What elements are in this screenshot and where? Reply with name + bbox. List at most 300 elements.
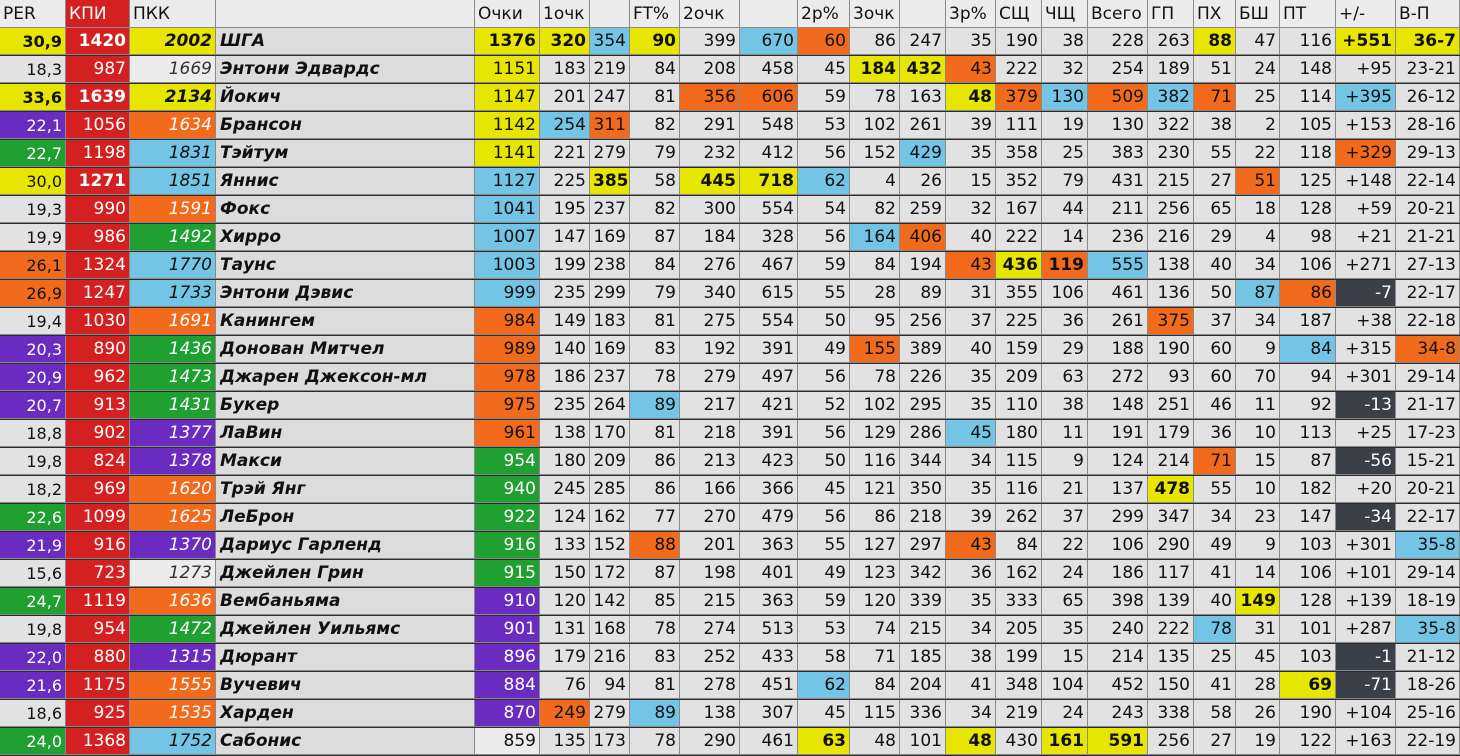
cell-tov: 122	[1280, 728, 1336, 755]
cell-twom: 166	[680, 476, 740, 503]
cell-fta: 162	[590, 504, 630, 531]
cell-pm: +101	[1336, 560, 1396, 587]
table-row[interactable]	[0, 252, 1460, 279]
table-row[interactable]	[0, 364, 1460, 391]
cell-fta: 237	[590, 364, 630, 391]
cell-ftp: 78	[630, 616, 680, 643]
cell-ftm: 199	[540, 252, 590, 279]
cell-ftm: 131	[540, 616, 590, 643]
cell-thp: 39	[946, 504, 996, 531]
cell-tov: 106	[1280, 252, 1336, 279]
table-row[interactable]	[0, 700, 1460, 727]
cell-tha: 163	[900, 84, 946, 111]
header-name[interactable]	[216, 0, 475, 28]
cell-wl: 21-21	[1396, 224, 1460, 251]
cell-tov: 101	[1280, 616, 1336, 643]
player-name: Макси	[216, 448, 475, 475]
cell-twom: 445	[680, 168, 740, 195]
cell-reb: 188	[1088, 336, 1148, 363]
cell-dreb: 358	[996, 140, 1042, 167]
player-name: Вучевич	[216, 672, 475, 699]
cell-per: 18,8	[0, 420, 66, 447]
cell-wl: 22-18	[1396, 308, 1460, 335]
cell-pts: 984	[475, 308, 540, 335]
cell-ftp: 58	[630, 168, 680, 195]
cell-twoa: 412	[740, 140, 798, 167]
cell-ftm: 124	[540, 504, 590, 531]
cell-kpi: 1198	[66, 140, 130, 167]
cell-twoa: 615	[740, 280, 798, 307]
cell-twoa: 307	[740, 700, 798, 727]
table-row[interactable]	[0, 588, 1460, 615]
cell-twom: 252	[680, 644, 740, 671]
cell-per: 20,3	[0, 336, 66, 363]
cell-dreb: 352	[996, 168, 1042, 195]
cell-ftp: 84	[630, 252, 680, 279]
cell-pm: +287	[1336, 616, 1396, 643]
cell-kpi: 987	[66, 56, 130, 83]
cell-thp: 35	[946, 28, 996, 55]
cell-thm: 28	[850, 280, 900, 307]
cell-ast: 251	[1148, 392, 1194, 419]
cell-oreb: 24	[1042, 700, 1088, 727]
cell-twoa: 606	[740, 84, 798, 111]
cell-stl: 27	[1194, 728, 1236, 755]
cell-ast: 150	[1148, 672, 1194, 699]
cell-per: 24,7	[0, 588, 66, 615]
cell-kpi: 824	[66, 448, 130, 475]
cell-reb: 214	[1088, 644, 1148, 671]
cell-reb: 461	[1088, 280, 1148, 307]
cell-stl: 37	[1194, 308, 1236, 335]
header-dreb[interactable]: СЩ	[996, 0, 1042, 28]
cell-twom: 275	[680, 308, 740, 335]
cell-ast: 338	[1148, 700, 1194, 727]
cell-tha: 26	[900, 168, 946, 195]
cell-tha: 226	[900, 364, 946, 391]
cell-reb: 211	[1088, 196, 1148, 223]
cell-reb: 431	[1088, 168, 1148, 195]
cell-thm: 84	[850, 672, 900, 699]
cell-per: 30,9	[0, 28, 66, 55]
cell-fta: 168	[590, 616, 630, 643]
cell-pm: -34	[1336, 504, 1396, 531]
cell-fta: 247	[590, 84, 630, 111]
cell-twop: 56	[798, 140, 850, 167]
cell-ftp: 81	[630, 308, 680, 335]
cell-thm: 95	[850, 308, 900, 335]
cell-blk: 70	[1236, 364, 1280, 391]
cell-pts: 1127	[475, 168, 540, 195]
cell-pm: +163	[1336, 728, 1396, 755]
cell-per: 18,2	[0, 476, 66, 503]
table-row[interactable]	[0, 84, 1460, 111]
player-name: Энтони Эдвардс	[216, 56, 475, 83]
header-pkk[interactable]: ПКК	[130, 0, 216, 28]
cell-reb: 228	[1088, 28, 1148, 55]
table-row[interactable]	[0, 420, 1460, 447]
cell-oreb: 35	[1042, 616, 1088, 643]
cell-kpi: 1175	[66, 672, 130, 699]
cell-blk: 24	[1236, 56, 1280, 83]
cell-wl: 28-16	[1396, 112, 1460, 139]
cell-pts: 859	[475, 728, 540, 755]
cell-twom: 218	[680, 420, 740, 447]
cell-thm: 129	[850, 420, 900, 447]
player-name: Дариус Гарленд	[216, 532, 475, 559]
cell-thp: 41	[946, 672, 996, 699]
cell-dreb: 379	[996, 84, 1042, 111]
cell-dreb: 436	[996, 252, 1042, 279]
cell-pm: +315	[1336, 336, 1396, 363]
cell-stl: 38	[1194, 112, 1236, 139]
cell-wl: 18-26	[1396, 672, 1460, 699]
cell-twop: 55	[798, 280, 850, 307]
cell-thm: 71	[850, 644, 900, 671]
cell-reb: 124	[1088, 448, 1148, 475]
table-row[interactable]	[0, 196, 1460, 223]
cell-twom: 213	[680, 448, 740, 475]
cell-pkk: 1752	[130, 728, 216, 755]
cell-tov: 87	[1280, 448, 1336, 475]
cell-ftm: 179	[540, 644, 590, 671]
cell-pkk: 1831	[130, 140, 216, 167]
cell-wl: 36-7	[1396, 28, 1460, 55]
cell-pts: 1142	[475, 112, 540, 139]
cell-tov: 116	[1280, 28, 1336, 55]
cell-dreb: 190	[996, 28, 1042, 55]
player-name: Джейлен Уильямс	[216, 616, 475, 643]
cell-ftp: 81	[630, 672, 680, 699]
cell-fta: 385	[590, 168, 630, 195]
cell-blk: 34	[1236, 252, 1280, 279]
player-name: Яннис	[216, 168, 475, 195]
table-row[interactable]	[0, 224, 1460, 251]
cell-ftm: 140	[540, 336, 590, 363]
cell-fta: 142	[590, 588, 630, 615]
cell-kpi: 1271	[66, 168, 130, 195]
cell-ast: 214	[1148, 448, 1194, 475]
cell-thm: 78	[850, 364, 900, 391]
cell-kpi: 1056	[66, 112, 130, 139]
cell-tov: 190	[1280, 700, 1336, 727]
header-kpi[interactable]: КПИ	[66, 0, 130, 28]
cell-pkk: 1273	[130, 560, 216, 587]
cell-reb: 261	[1088, 308, 1148, 335]
cell-tov: 69	[1280, 672, 1336, 699]
header-ftp[interactable]: FT%	[630, 0, 680, 28]
cell-twoa: 513	[740, 616, 798, 643]
cell-blk: 10	[1236, 476, 1280, 503]
cell-tha: 247	[900, 28, 946, 55]
cell-fta: 279	[590, 140, 630, 167]
table-row[interactable]	[0, 504, 1460, 531]
cell-tov: 86	[1280, 280, 1336, 307]
cell-ftp: 83	[630, 644, 680, 671]
cell-twom: 184	[680, 224, 740, 251]
cell-thp: 40	[946, 336, 996, 363]
cell-dreb: 167	[996, 196, 1042, 223]
cell-pkk: 1377	[130, 420, 216, 447]
header-tov[interactable]: ПТ	[1280, 0, 1336, 28]
cell-ftm: 235	[540, 392, 590, 419]
cell-twop: 56	[798, 224, 850, 251]
cell-twop: 50	[798, 308, 850, 335]
cell-pts: 1003	[475, 252, 540, 279]
table-row[interactable]	[0, 280, 1460, 307]
cell-twom: 215	[680, 588, 740, 615]
cell-ftm: 183	[540, 56, 590, 83]
cell-twop: 63	[798, 728, 850, 755]
cell-ftp: 88	[630, 532, 680, 559]
cell-thp: 37	[946, 308, 996, 335]
cell-kpi: 1420	[66, 28, 130, 55]
cell-oreb: 9	[1042, 448, 1088, 475]
table-row[interactable]	[0, 308, 1460, 335]
cell-pm: +139	[1336, 588, 1396, 615]
cell-twom: 274	[680, 616, 740, 643]
cell-tha: 336	[900, 700, 946, 727]
cell-twom: 201	[680, 532, 740, 559]
cell-per: 24,0	[0, 728, 66, 755]
table-row[interactable]	[0, 448, 1460, 475]
cell-tha: 297	[900, 532, 946, 559]
cell-fta: 169	[590, 336, 630, 363]
table-row[interactable]	[0, 392, 1460, 419]
header-per[interactable]: PER	[0, 0, 66, 28]
table-row[interactable]	[0, 168, 1460, 195]
cell-per: 15,6	[0, 560, 66, 587]
table-row[interactable]	[0, 532, 1460, 559]
cell-blk: 87	[1236, 280, 1280, 307]
header-oreb[interactable]: ЧЩ	[1042, 0, 1088, 28]
cell-pts: 975	[475, 392, 540, 419]
table-row[interactable]	[0, 728, 1460, 755]
cell-oreb: 14	[1042, 224, 1088, 251]
cell-blk: 25	[1236, 84, 1280, 111]
header-ast[interactable]: ГП	[1148, 0, 1194, 28]
cell-tha: 204	[900, 672, 946, 699]
cell-blk: 31	[1236, 616, 1280, 643]
cell-pkk: 1634	[130, 112, 216, 139]
cell-pkk: 2002	[130, 28, 216, 55]
cell-thm: 184	[850, 56, 900, 83]
cell-tov: 98	[1280, 224, 1336, 251]
cell-blk: 14	[1236, 560, 1280, 587]
cell-ast: 139	[1148, 588, 1194, 615]
cell-twop: 56	[798, 504, 850, 531]
cell-per: 19,9	[0, 224, 66, 251]
cell-ast: 382	[1148, 84, 1194, 111]
cell-dreb: 355	[996, 280, 1042, 307]
cell-thm: 121	[850, 476, 900, 503]
cell-fta: 219	[590, 56, 630, 83]
header-wl[interactable]: В-П	[1396, 0, 1460, 28]
cell-ast: 375	[1148, 308, 1194, 335]
cell-wl: 25-16	[1396, 700, 1460, 727]
cell-per: 19,8	[0, 616, 66, 643]
cell-wl: 22-19	[1396, 728, 1460, 755]
header-pm[interactable]: +/-	[1336, 0, 1396, 28]
cell-oreb: 19	[1042, 112, 1088, 139]
cell-blk: 149	[1236, 588, 1280, 615]
cell-pm: +301	[1336, 532, 1396, 559]
cell-ast: 136	[1148, 280, 1194, 307]
cell-thp: 43	[946, 532, 996, 559]
header-twop[interactable]: 2р%	[798, 0, 850, 28]
cell-oreb: 119	[1042, 252, 1088, 279]
cell-blk: 2	[1236, 112, 1280, 139]
cell-oreb: 37	[1042, 504, 1088, 531]
table-row[interactable]	[0, 672, 1460, 699]
cell-blk: 23	[1236, 504, 1280, 531]
cell-stl: 88	[1194, 28, 1236, 55]
cell-twop: 62	[798, 168, 850, 195]
cell-pkk: 2134	[130, 84, 216, 111]
cell-dreb: 162	[996, 560, 1042, 587]
header-pts[interactable]: Очки	[475, 0, 540, 28]
cell-blk: 47	[1236, 28, 1280, 55]
header-thp[interactable]: 3р%	[946, 0, 996, 28]
cell-twoa: 366	[740, 476, 798, 503]
cell-twom: 232	[680, 140, 740, 167]
header-fta[interactable]	[590, 0, 630, 28]
player-name: Дюрант	[216, 644, 475, 671]
table-row[interactable]	[0, 476, 1460, 503]
cell-pkk: 1315	[130, 644, 216, 671]
player-name: Вембаньяма	[216, 588, 475, 615]
cell-ftm: 186	[540, 364, 590, 391]
table-row[interactable]	[0, 560, 1460, 587]
cell-thp: 35	[946, 476, 996, 503]
cell-blk: 9	[1236, 532, 1280, 559]
cell-per: 19,8	[0, 448, 66, 475]
cell-kpi: 902	[66, 420, 130, 447]
table-row[interactable]	[0, 140, 1460, 167]
cell-twom: 290	[680, 728, 740, 755]
cell-blk: 26	[1236, 700, 1280, 727]
cell-fta: 94	[590, 672, 630, 699]
cell-reb: 299	[1088, 504, 1148, 531]
cell-twom: 276	[680, 252, 740, 279]
cell-ftm: 254	[540, 112, 590, 139]
cell-blk: 34	[1236, 308, 1280, 335]
cell-tha: 215	[900, 616, 946, 643]
cell-pts: 1007	[475, 224, 540, 251]
cell-twoa: 458	[740, 56, 798, 83]
cell-ftp: 81	[630, 420, 680, 447]
cell-tov: 187	[1280, 308, 1336, 335]
cell-ast: 189	[1148, 56, 1194, 83]
header-ftm[interactable]: 1очк	[540, 0, 590, 28]
player-name: Трэй Янг	[216, 476, 475, 503]
cell-pts: 901	[475, 616, 540, 643]
cell-thm: 164	[850, 224, 900, 251]
cell-twom: 138	[680, 700, 740, 727]
header-blk[interactable]: БШ	[1236, 0, 1280, 28]
cell-thp: 36	[946, 560, 996, 587]
table-row[interactable]	[0, 56, 1460, 83]
table-row[interactable]	[0, 336, 1460, 363]
cell-stl: 60	[1194, 364, 1236, 391]
header-twom[interactable]: 2очк	[680, 0, 740, 28]
cell-kpi: 1119	[66, 588, 130, 615]
cell-thp: 32	[946, 196, 996, 223]
cell-kpi: 1099	[66, 504, 130, 531]
cell-tha: 286	[900, 420, 946, 447]
cell-tov: 148	[1280, 56, 1336, 83]
cell-ast: 190	[1148, 336, 1194, 363]
header-stl[interactable]: ПХ	[1194, 0, 1236, 28]
header-tha[interactable]	[900, 0, 946, 28]
cell-pts: 999	[475, 280, 540, 307]
cell-pts: 954	[475, 448, 540, 475]
cell-stl: 29	[1194, 224, 1236, 251]
table-row[interactable]	[0, 644, 1460, 671]
cell-twop: 53	[798, 616, 850, 643]
cell-twom: 300	[680, 196, 740, 223]
header-reb[interactable]: Всего	[1088, 0, 1148, 28]
cell-pm: +551	[1336, 28, 1396, 55]
cell-reb: 106	[1088, 532, 1148, 559]
table-row[interactable]	[0, 28, 1460, 55]
cell-oreb: 63	[1042, 364, 1088, 391]
cell-blk: 9	[1236, 336, 1280, 363]
cell-wl: 34-8	[1396, 336, 1460, 363]
header-thm[interactable]: 3очк	[850, 0, 900, 28]
header-twoa[interactable]	[740, 0, 798, 28]
cell-tov: 113	[1280, 420, 1336, 447]
cell-pkk: 1733	[130, 280, 216, 307]
cell-thp: 35	[946, 364, 996, 391]
cell-ast: 290	[1148, 532, 1194, 559]
cell-ftm: 133	[540, 532, 590, 559]
player-name: Энтони Дэвис	[216, 280, 475, 307]
cell-wl: 18-19	[1396, 588, 1460, 615]
cell-twop: 52	[798, 392, 850, 419]
cell-pm: +25	[1336, 420, 1396, 447]
cell-ftm: 76	[540, 672, 590, 699]
cell-ftm: 221	[540, 140, 590, 167]
cell-thm: 102	[850, 392, 900, 419]
table-row[interactable]	[0, 112, 1460, 139]
cell-tov: 147	[1280, 504, 1336, 531]
cell-tov: 114	[1280, 84, 1336, 111]
cell-kpi: 962	[66, 364, 130, 391]
cell-tov: 182	[1280, 476, 1336, 503]
table-row[interactable]	[0, 616, 1460, 643]
cell-stl: 34	[1194, 504, 1236, 531]
cell-thp: 39	[946, 112, 996, 139]
cell-ast: 138	[1148, 252, 1194, 279]
cell-pkk: 1370	[130, 532, 216, 559]
cell-fta: 285	[590, 476, 630, 503]
cell-pm: +153	[1336, 112, 1396, 139]
cell-pm: +20	[1336, 476, 1396, 503]
cell-stl: 78	[1194, 616, 1236, 643]
cell-thp: 31	[946, 280, 996, 307]
cell-oreb: 24	[1042, 560, 1088, 587]
cell-oreb: 38	[1042, 28, 1088, 55]
cell-reb: 272	[1088, 364, 1148, 391]
cell-per: 19,4	[0, 308, 66, 335]
cell-twoa: 467	[740, 252, 798, 279]
cell-pm: +21	[1336, 224, 1396, 251]
cell-stl: 27	[1194, 168, 1236, 195]
cell-dreb: 180	[996, 420, 1042, 447]
cell-pkk: 1770	[130, 252, 216, 279]
cell-ftp: 83	[630, 336, 680, 363]
